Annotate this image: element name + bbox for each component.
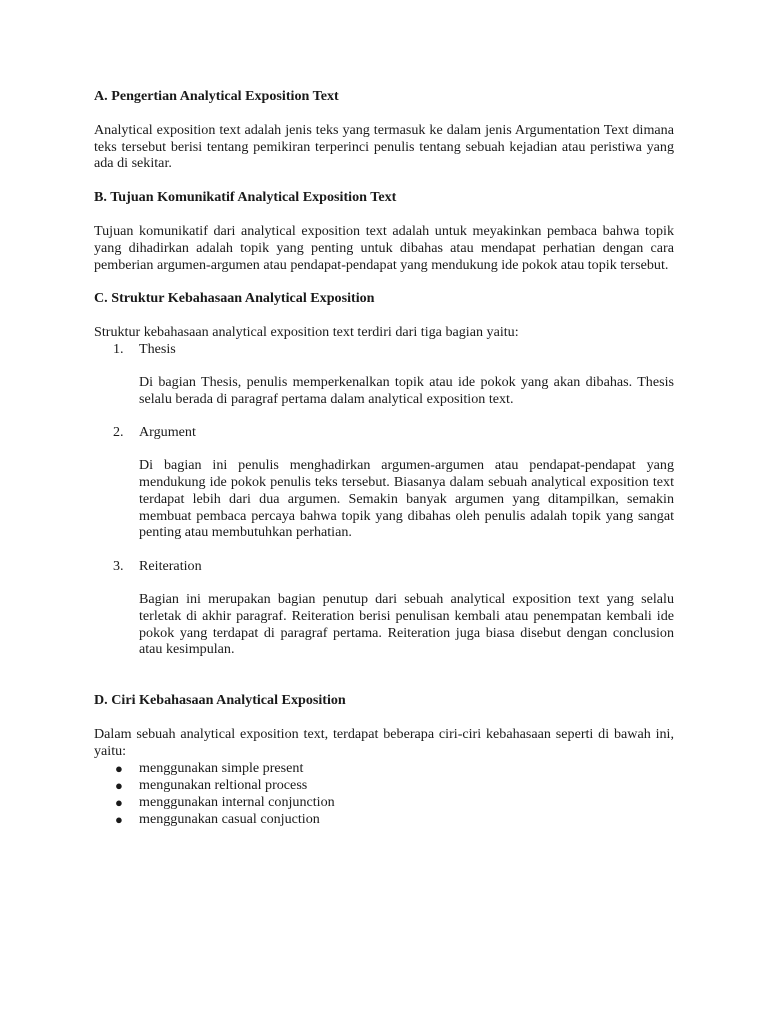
structure-item-number: 1. (113, 340, 124, 357)
list-item (94, 811, 674, 828)
list-item-text: mengunakan reltional process (139, 776, 308, 793)
structure-list (94, 341, 674, 658)
section-d-intro: Dalam sebuah analytical exposition text, terdapat beberapa ciri-ciri kebahasaan seperti di bawah ini, yaitu: (94, 725, 674, 759)
section-b-body: Tujuan komunikatif dari analytical exposition text adalah untuk meyakinkan pembaca bahwa topik yang dihadirkan adalah topik yang penting untuk dibahas atau mendapat perhatian dengan cara pemberian argumen-argumen atau pendapat-pendapat yang mendukung ide pokok atau topik tersebut. (94, 222, 674, 273)
structure-item-thesis (94, 341, 674, 407)
bullet-icon: ● (115, 760, 123, 776)
section-b-heading: B. Tujuan Komunikatif Analytical Exposition Text (94, 189, 397, 206)
section-c-intro: Struktur kebahasaan analytical exposition text terdiri dari tiga bagian yaitu: (94, 324, 519, 341)
section-d-heading: D. Ciri Kebahasaan Analytical Exposition (94, 692, 346, 709)
language-features-list (94, 760, 674, 828)
structure-item-body: Di bagian Thesis, penulis memperkenalkan topik atau ide pokok yang akan dibahas. Thesis selalu berada di paragraf pertama dalam analytical exposition text. (139, 373, 674, 407)
structure-item-title: Thesis (139, 340, 176, 357)
list-item (94, 760, 674, 777)
section-c-heading: C. Struktur Kebahasaan Analytical Exposition (94, 290, 375, 307)
structure-item-title: Reiteration (139, 558, 202, 575)
structure-item-argument (94, 424, 674, 541)
bullet-icon: ● (115, 794, 123, 810)
structure-item-title: Argument (139, 424, 196, 441)
list-item-text: menggunakan casual conjuction (139, 810, 320, 827)
list-item-text: menggunakan internal conjunction (139, 793, 335, 810)
structure-item-number: 2. (113, 424, 124, 441)
list-item (94, 794, 674, 811)
bullet-icon: ● (115, 811, 123, 827)
structure-item-body: Bagian ini merupakan bagian penutup dari sebuah analytical exposition text yang selalu terletak di akhir paragraf. Reiteration berisi penulisan kembali atau penempatan kembali ide pokok yang terdapat di paragraf pertama. Reiteration juga biasa disebut dengan conclusion atau kesimpulan. (139, 590, 674, 658)
structure-item-reiteration (94, 558, 674, 658)
structure-item-number: 3. (113, 558, 124, 575)
structure-item-body: Di bagian ini penulis menghadirkan argumen-argumen atau pendapat-pendapat yang mendukung ide pokok penulis teks tersebut. Biasanya dalam sebuah analytical exposition text terdapat lebih dari dua argumen. Semakin banyak argumen yang ditampilkan, semakin membuat pembaca percaya bahwa topik yang dibahas oleh penulis adalah topik yang sangat penting atau membutuhkan perhatian. (139, 457, 674, 541)
list-item (94, 777, 674, 794)
bullet-icon: ● (115, 777, 123, 793)
section-a-body: Analytical exposition text adalah jenis teks yang termasuk ke dalam jenis Argumentation Text dimana teks tersebut berisi tentang pemikiran terperinci penulis tentang sebuah kejadian atau peristiwa yang ada di sekitar. (94, 121, 674, 172)
list-item-text: menggunakan simple present (139, 759, 304, 776)
section-a-heading: A. Pengertian Analytical Exposition Text (94, 88, 339, 104)
